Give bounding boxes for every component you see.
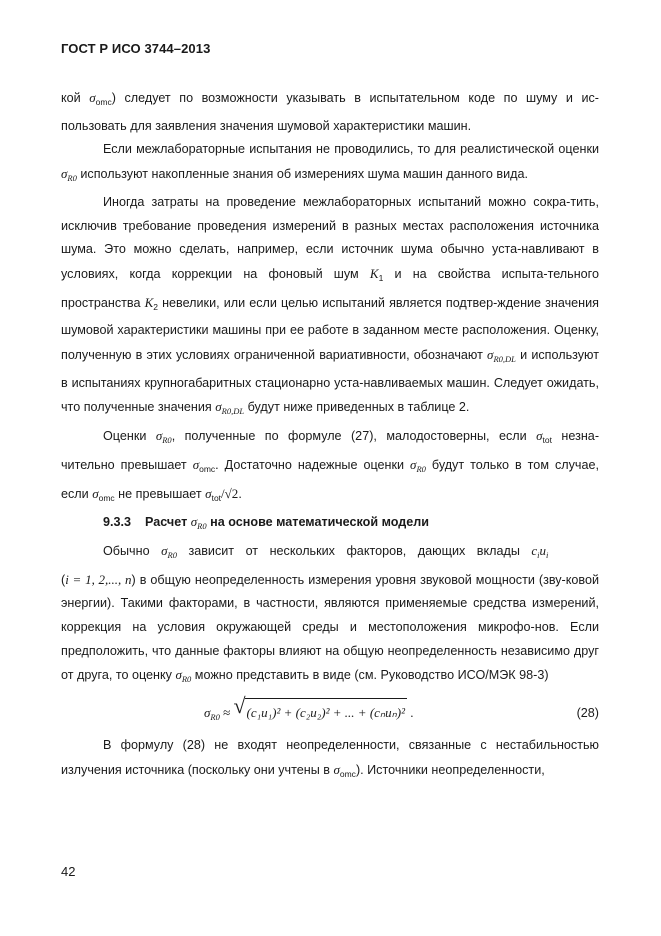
- formula-expression: [204, 693, 414, 730]
- k-glyph: K: [144, 294, 154, 310]
- text-run: будут только в том случае, если: [61, 457, 599, 501]
- sigma-glyph: σ: [215, 399, 222, 415]
- r0-subscript: R0: [210, 712, 220, 723]
- sigma-omc-symbol: [193, 457, 215, 472]
- document-body: [61, 86, 599, 787]
- r0-subscript: R0: [67, 173, 77, 184]
- sigma-glyph: σ: [192, 456, 200, 472]
- text-run: Обычно: [103, 543, 162, 558]
- paragraph-4: [61, 424, 599, 510]
- tot-subscript: tot: [542, 435, 552, 446]
- text-run: ) в общую неопределенность измерения уровня звуковой мощности (зву-ковой энергии). Такими факторами, в частности, являются применяемые средства измерений, коррекция на условия окружающей среды и местоположения микрофо-нов. Если предположить, что данные факторы влияют на общую неопределенность независимо друг от друга, то оценку: [61, 572, 599, 683]
- text-run: ). Источники неопределенности,: [355, 762, 545, 777]
- text-run: , полученные по формуле (27), малодостоверны, если: [171, 429, 537, 444]
- sigma-r0-symbol: [155, 428, 172, 446]
- formula-28: [61, 692, 599, 734]
- i-subscript: i: [546, 549, 549, 560]
- sqrt2-glyph: √2: [224, 485, 239, 501]
- slash-glyph: /: [221, 485, 225, 501]
- k1-symbol: [370, 266, 383, 281]
- radicand: (c₁u₁)² + (c₂u₂)² + ... + (cₙuₙ)²: [245, 698, 407, 725]
- sigma-tot-over-sqrt2: [205, 486, 238, 501]
- sigma-r0dl-symbol: [215, 399, 245, 417]
- k2-symbol: [145, 295, 158, 310]
- section-heading: [61, 510, 599, 539]
- omc-subscript: omc: [95, 97, 112, 107]
- sigma-glyph: σ: [333, 761, 340, 777]
- r0dl-subscript: R0,DL: [493, 354, 516, 365]
- document-header: ГОСТ Р ИСО 3744–2013: [61, 41, 211, 56]
- text-run: будут ниже приведенных в таблице 2.: [244, 400, 470, 415]
- sigma-glyph: σ: [175, 667, 182, 683]
- k-glyph: K: [369, 265, 379, 281]
- sigma-omc-symbol: [89, 90, 111, 105]
- paragraph-5: [61, 539, 599, 692]
- sigma-r0dl-symbol: [487, 347, 516, 365]
- text-run: используют накопленные знания об измерениях шума машин данного вида.: [76, 167, 528, 182]
- sigma-omc-symbol: [92, 486, 114, 501]
- omc-subscript: omc: [98, 492, 115, 503]
- k1-subscript: 1: [378, 272, 384, 283]
- text-run: на основе математической модели: [206, 515, 430, 530]
- r0dl-subscript: R0,DL: [221, 406, 245, 417]
- sigma-r0-symbol: [175, 667, 192, 685]
- text-run: Если межлабораторные испытания не проводились, то для реалистической оценки: [103, 142, 599, 157]
- paragraph-6: [61, 734, 599, 786]
- tot-subscript: tot: [211, 492, 222, 503]
- r0-subscript: R0: [162, 435, 172, 446]
- sigma-omc-symbol: [333, 762, 355, 777]
- sigma-glyph: σ: [155, 428, 163, 444]
- text-run: незна-чительно превышает: [61, 429, 600, 472]
- section-number: 9.3.3: [103, 515, 132, 530]
- text-run: и на свойства испыта-тельного пространства: [61, 266, 599, 310]
- equation-number: (28): [576, 706, 599, 721]
- ciui-symbol: [531, 543, 548, 558]
- sigma-glyph: σ: [536, 428, 543, 444]
- paragraph-3: [61, 191, 599, 424]
- i-subscript: i: [537, 549, 540, 560]
- text-run: В формулу (28) не входят неопределенности, связанные с нестабильностью излучения источника (поскольку они учтены в: [61, 738, 599, 777]
- approx-sign: ≈: [223, 705, 231, 721]
- square-root: [233, 693, 407, 725]
- index-range: i = 1, 2,..., n: [65, 571, 132, 587]
- sigma-glyph: σ: [92, 485, 99, 501]
- sigma-glyph: σ: [89, 90, 96, 105]
- paragraph-1: [61, 86, 599, 138]
- k2-subscript: 2: [153, 301, 158, 312]
- formula-lhs: [204, 705, 220, 723]
- text-run: (: [61, 572, 66, 587]
- text-run: Расчет: [145, 515, 191, 530]
- r0-subscript: R0: [416, 463, 426, 474]
- omc-subscript: omc: [339, 768, 356, 779]
- text-run: зависит от нескольких факторов, дающих вклады: [176, 543, 532, 558]
- text-run: и используют в испытаниях крупногабаритных стационарно уста-навливаемых машин. Следует ожидать, что полученные значения: [61, 348, 599, 415]
- sigma-r0-symbol: [161, 543, 177, 558]
- text-run: невелики, или если целью испытаний является подтвер-ждение значения шумовой характеристики машины при ее работе в заданном месте расположения. Оценку, полученную в этих условиях ограниченной вариативности, обозначают: [61, 295, 599, 363]
- text-run: Иногда затраты на проведение межлабораторных испытаний можно сокра-тить, исключив требование проведения измерений в разных местах расположения источника шума. Это можно сделать, например, если источник шума обычно уста-навливают в условиях, когда коррекции на фоновый шум: [61, 194, 599, 281]
- sigma-glyph: σ: [190, 514, 198, 530]
- text-run: не превышает: [114, 486, 206, 501]
- sigma-r0-symbol: [61, 166, 77, 184]
- u-glyph: u: [539, 542, 547, 558]
- c-glyph: c: [531, 542, 538, 558]
- sigma-glyph: σ: [161, 542, 168, 558]
- formula-end: .: [410, 705, 414, 721]
- sigma-r0-symbol: [410, 457, 426, 472]
- text-run: ) следует по возможности указывать в испытательном коде по шуму и ис-пользовать для заявления значения шумовой характеристики машин.: [61, 91, 599, 133]
- sigma-glyph: σ: [61, 166, 68, 182]
- sigma-r0-symbol: [190, 514, 207, 532]
- radical-sign-icon: √: [233, 693, 246, 719]
- r0-subscript: R0: [167, 549, 177, 560]
- paragraph-2: [61, 138, 599, 190]
- r0-subscript: R0: [181, 674, 192, 685]
- text-run: Оценки: [103, 429, 156, 444]
- sigma-tot-symbol: [536, 428, 552, 446]
- text-run: кой: [61, 91, 90, 105]
- sigma-glyph: σ: [204, 705, 211, 721]
- text-run: можно представить в виде (см. Руководство ИСО/МЭК 98-3): [191, 668, 549, 683]
- text-run: . Достаточно надежные оценки: [215, 457, 411, 472]
- text-run: .: [238, 486, 242, 501]
- r0-subscript: R0: [197, 521, 207, 532]
- omc-subscript: omc: [199, 463, 216, 474]
- sigma-glyph: σ: [487, 347, 494, 363]
- page-number: 42: [61, 864, 76, 879]
- sigma-glyph: σ: [410, 456, 417, 472]
- sigma-glyph: σ: [205, 485, 212, 501]
